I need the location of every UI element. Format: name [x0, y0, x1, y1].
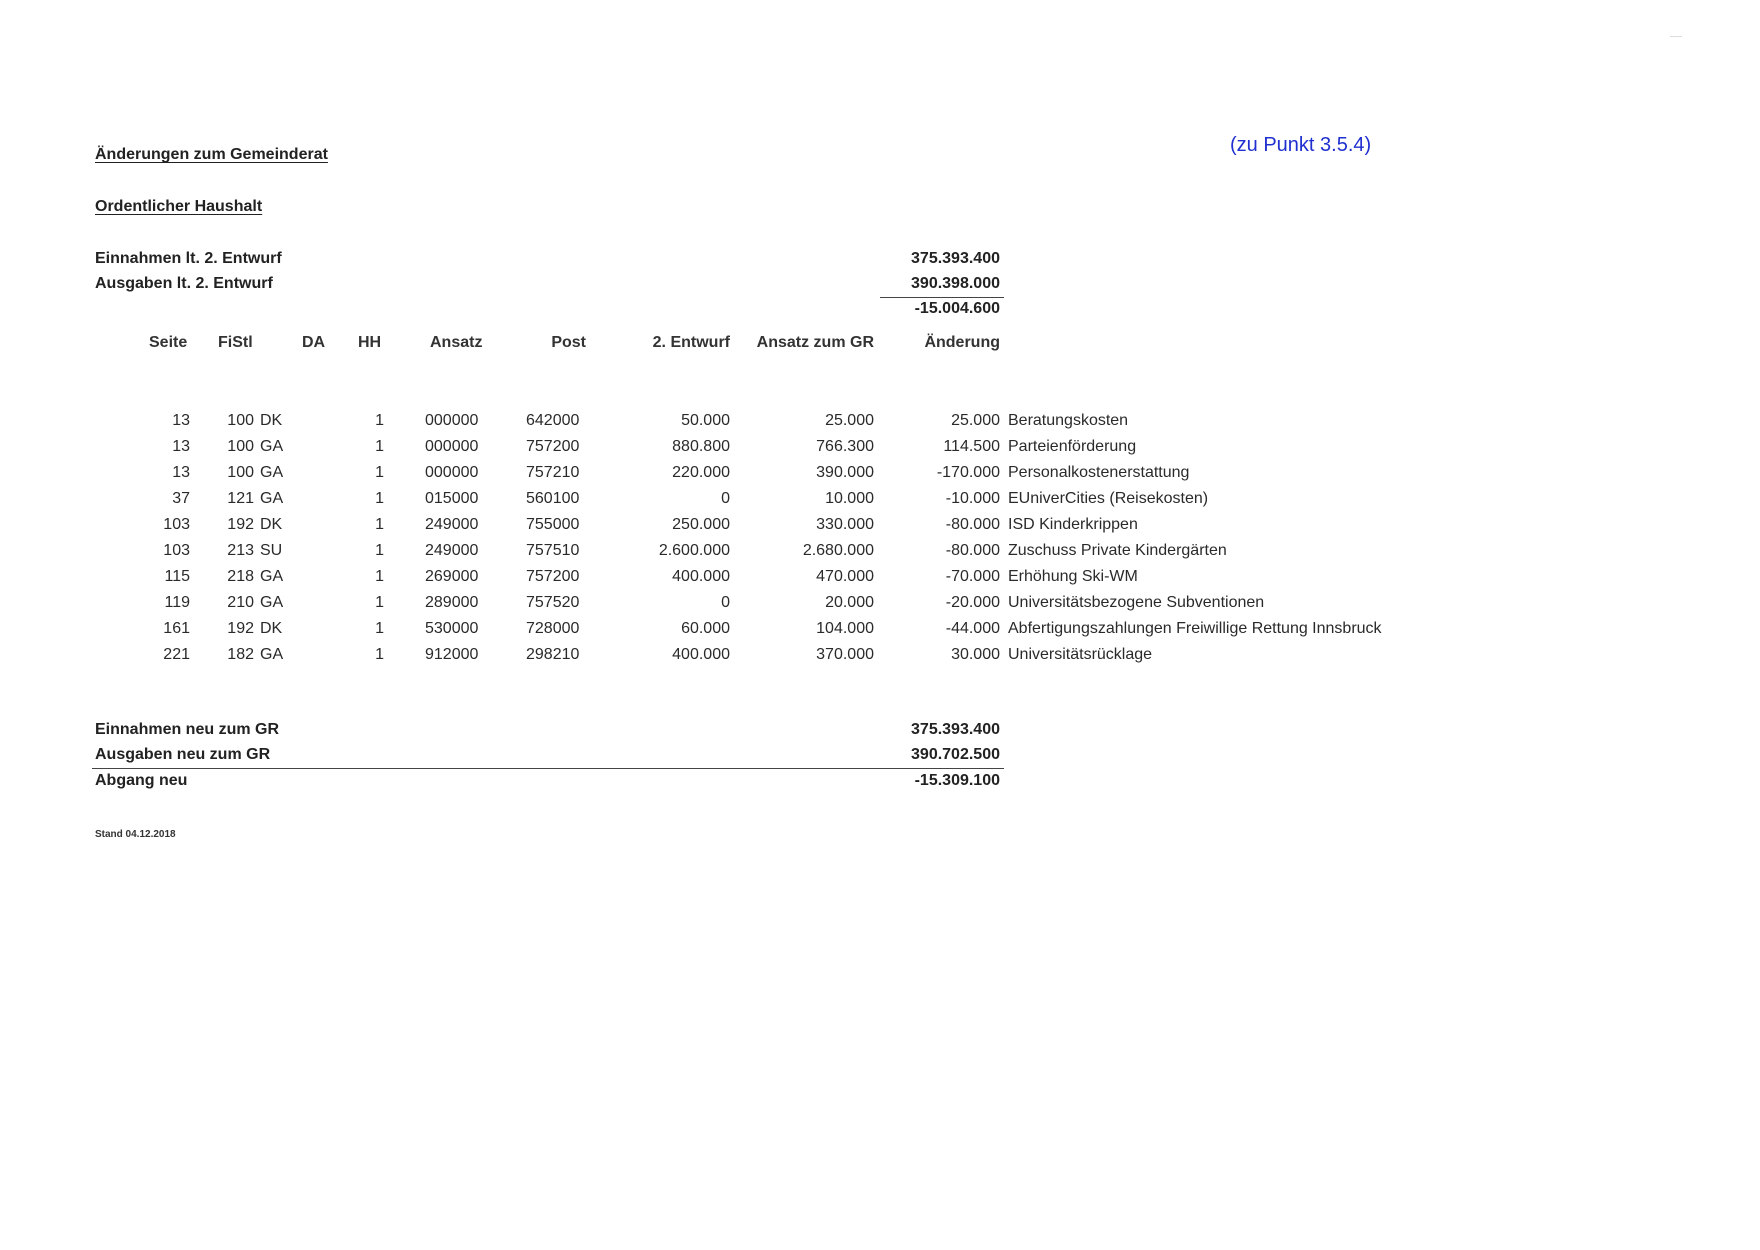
cell-post: 298210 [526, 646, 580, 663]
cell-hh: 1 [375, 646, 384, 663]
page-title: Änderungen zum Gemeinderat [95, 146, 328, 163]
table-row [0, 490, 1760, 512]
cell-ansatz: 000000 [425, 464, 479, 481]
cell-seite: 13 [172, 412, 190, 429]
table-row [0, 620, 1760, 642]
table-row [0, 464, 1760, 486]
cell-entwurf: 50.000 [681, 412, 730, 429]
cell-da: SU [260, 542, 283, 559]
cell-description: Universitätsbezogene Subventionen [1008, 594, 1265, 611]
cell-seite: 103 [163, 542, 190, 559]
cell-description: Zuschuss Private Kindergärten [1008, 542, 1227, 559]
cell-description: ISD Kinderkrippen [1008, 516, 1138, 533]
col-fistl: FiStl [218, 334, 253, 351]
cell-fistl: 100 [227, 464, 254, 481]
cell-ansatz-gr: 470.000 [816, 568, 874, 585]
stand-date: Stand 04.12.2018 [95, 829, 176, 840]
cell-seite: 119 [164, 594, 190, 611]
cell-description: Erhöhung Ski-WM [1008, 568, 1138, 585]
cell-aenderung: -44.000 [945, 620, 1000, 637]
cell-aenderung: -170.000 [936, 464, 1000, 481]
cell-fistl: 121 [227, 490, 254, 507]
cell-hh: 1 [375, 438, 384, 455]
cell-post: 757520 [526, 594, 580, 611]
table-row [0, 542, 1760, 564]
cell-hh: 1 [375, 542, 384, 559]
income-new-value: 375.393.400 [911, 721, 1000, 738]
balance-new-value: -15.309.100 [914, 772, 1000, 789]
cell-aenderung: -80.000 [945, 516, 1000, 533]
cell-entwurf: 0 [721, 594, 730, 611]
cell-hh: 1 [375, 568, 384, 585]
col-ansatz: Ansatz [430, 334, 483, 351]
cell-da: GA [260, 490, 284, 507]
cell-entwurf: 0 [721, 490, 730, 507]
cell-ansatz-gr: 330.000 [816, 516, 874, 533]
cell-ansatz-gr: 25.000 [825, 412, 874, 429]
col-ansatz-gr: Ansatz zum GR [756, 334, 874, 351]
cell-description: Abfertigungszahlungen Freiwillige Rettung Innsbruck [1008, 620, 1382, 637]
cell-post: 755000 [526, 516, 580, 533]
cell-ansatz-gr: 390.000 [816, 464, 874, 481]
cell-seite: 161 [163, 620, 190, 637]
cell-da: GA [260, 646, 284, 663]
cell-fistl: 100 [227, 438, 254, 455]
expense-new-value: 390.702.500 [911, 746, 1000, 763]
cell-entwurf: 60.000 [681, 620, 730, 637]
cell-aenderung: 30.000 [951, 646, 1000, 663]
cell-fistl: 210 [227, 594, 254, 611]
cell-post: 728000 [526, 620, 580, 637]
cell-ansatz: 249000 [425, 542, 479, 559]
cell-aenderung: -20.000 [945, 594, 1000, 611]
cell-hh: 1 [375, 490, 384, 507]
cell-hh: 1 [375, 412, 384, 429]
cell-post: 642000 [526, 412, 580, 429]
cell-entwurf: 400.000 [672, 568, 730, 585]
cell-ansatz: 912000 [425, 646, 479, 663]
cell-ansatz-gr: 766.300 [816, 438, 874, 455]
cell-da: DK [260, 620, 283, 637]
table-row [0, 646, 1760, 668]
cell-post: 757210 [526, 464, 580, 481]
corner-mark [1670, 36, 1682, 37]
balance-new-label: Abgang neu [95, 772, 188, 789]
cell-hh: 1 [375, 620, 384, 637]
cell-da: GA [260, 568, 284, 585]
cell-hh: 1 [375, 464, 384, 481]
cell-da: GA [260, 438, 284, 455]
cell-description: Parteienförderung [1008, 438, 1137, 455]
cell-aenderung: -70.000 [945, 568, 1000, 585]
cell-post: 757510 [526, 542, 580, 559]
cell-da: GA [260, 594, 284, 611]
agenda-reference: (zu Punkt 3.5.4) [1230, 134, 1372, 156]
balance-draft-value: -15.004.600 [914, 300, 1000, 317]
expense-new-label: Ausgaben neu zum GR [95, 746, 271, 763]
cell-post: 560100 [526, 490, 580, 507]
cell-da: DK [260, 412, 283, 429]
table-row [0, 568, 1760, 590]
income-new-label: Einnahmen neu zum GR [95, 721, 280, 738]
sum-divider-bottom [92, 768, 1004, 769]
expense-draft-label: Ausgaben lt. 2. Entwurf [95, 275, 273, 292]
cell-ansatz-gr: 2.680.000 [802, 542, 874, 559]
cell-fistl: 213 [227, 542, 254, 559]
cell-ansatz-gr: 10.000 [825, 490, 874, 507]
cell-ansatz-gr: 20.000 [825, 594, 874, 611]
col-entwurf: 2. Entwurf [652, 334, 730, 351]
cell-aenderung: -10.000 [945, 490, 1000, 507]
col-hh: HH [358, 334, 382, 351]
cell-description: EUniverCities (Reisekosten) [1008, 490, 1209, 507]
cell-entwurf: 2.600.000 [658, 542, 730, 559]
cell-ansatz: 530000 [425, 620, 479, 637]
col-da: DA [302, 334, 326, 351]
cell-aenderung: -80.000 [945, 542, 1000, 559]
cell-ansatz: 249000 [425, 516, 479, 533]
cell-post: 757200 [526, 568, 580, 585]
cell-description: Universitätsrücklage [1008, 646, 1153, 663]
income-draft-value: 375.393.400 [911, 250, 1000, 267]
cell-seite: 221 [163, 646, 190, 663]
section-title: Ordentlicher Haushalt [95, 198, 263, 215]
table-row [0, 516, 1760, 538]
table-row [0, 594, 1760, 616]
cell-entwurf: 880.800 [672, 438, 730, 455]
cell-seite: 13 [172, 438, 190, 455]
cell-ansatz: 269000 [425, 568, 479, 585]
table-row [0, 412, 1760, 434]
col-seite: Seite [149, 334, 188, 351]
cell-aenderung: 114.500 [943, 438, 1000, 455]
cell-hh: 1 [375, 594, 384, 611]
cell-fistl: 182 [227, 646, 254, 663]
cell-da: GA [260, 464, 284, 481]
cell-entwurf: 400.000 [672, 646, 730, 663]
cell-hh: 1 [375, 516, 384, 533]
table-row [0, 438, 1760, 460]
cell-fistl: 192 [227, 516, 254, 533]
cell-post: 757200 [526, 438, 580, 455]
cell-ansatz-gr: 104.000 [816, 620, 874, 637]
cell-entwurf: 220.000 [672, 464, 730, 481]
cell-fistl: 218 [227, 568, 254, 585]
cell-seite: 37 [172, 490, 190, 507]
col-aenderung: Änderung [924, 334, 1000, 351]
col-post: Post [551, 334, 586, 351]
cell-da: DK [260, 516, 283, 533]
expense-draft-value: 390.398.000 [911, 275, 1000, 292]
cell-entwurf: 250.000 [672, 516, 730, 533]
cell-description: Beratungskosten [1008, 412, 1129, 429]
cell-ansatz: 000000 [425, 412, 479, 429]
cell-fistl: 192 [227, 620, 254, 637]
income-draft-label: Einnahmen lt. 2. Entwurf [95, 250, 282, 267]
cell-description: Personalkostenerstattung [1008, 464, 1190, 481]
cell-fistl: 100 [227, 412, 254, 429]
cell-ansatz: 289000 [425, 594, 479, 611]
cell-seite: 13 [172, 464, 190, 481]
cell-seite: 115 [164, 568, 190, 585]
sum-divider-top [880, 297, 1004, 298]
cell-ansatz-gr: 370.000 [816, 646, 874, 663]
cell-seite: 103 [163, 516, 190, 533]
cell-ansatz: 000000 [425, 438, 479, 455]
cell-aenderung: 25.000 [951, 412, 1000, 429]
cell-ansatz: 015000 [425, 490, 479, 507]
